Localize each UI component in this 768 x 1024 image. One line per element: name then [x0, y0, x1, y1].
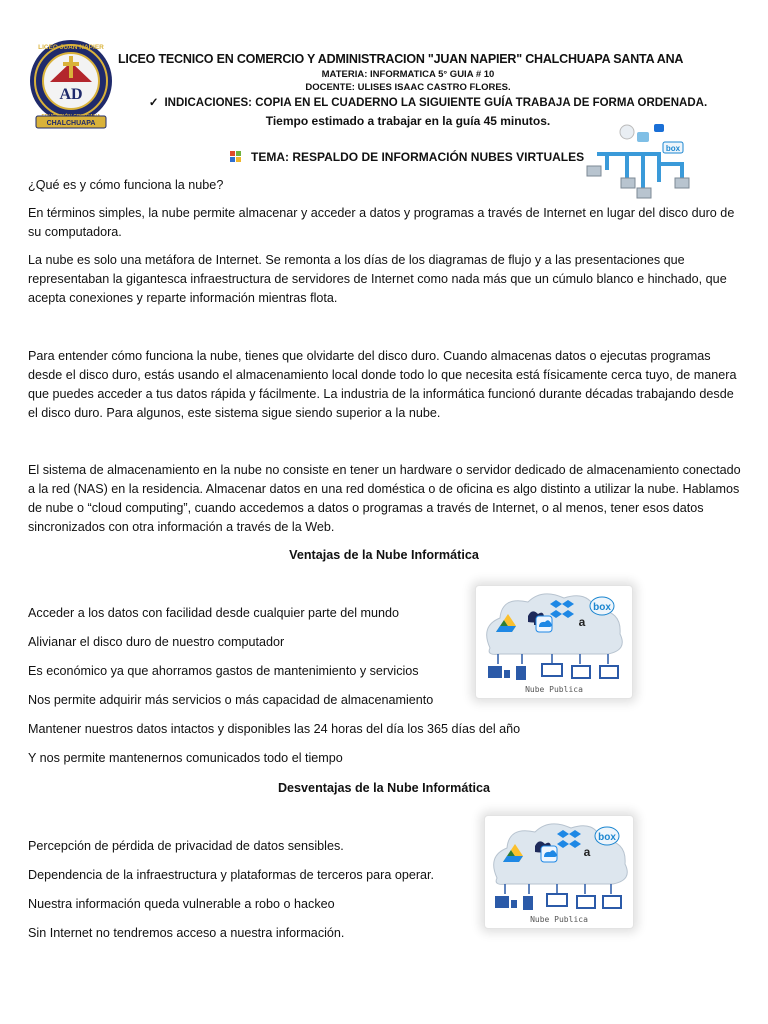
- logo-ring-text: LICEO JUAN NAPIER: [38, 44, 104, 51]
- paragraph-2: La nube es solo una metáfora de Internet. Se remonta a los días de los diagramas de flujo y a las presentaciones que representaban la gigantesca infraestructura de servidores de Internet como nada más que un cúmulo blanco e hinchado, que acepta conexiones y reparte información mientras flota.: [28, 253, 727, 305]
- disadvantages-title: Desventajas de la Nube Informática: [277, 781, 491, 795]
- time-estimate: Tiempo estimado a trabajar en la guía 45 minutos.: [265, 114, 551, 128]
- question-heading: ¿Qué es y cómo funciona la nube?: [28, 178, 224, 192]
- box-logo-text: box: [593, 602, 611, 613]
- disadvantage-item: Nuestra información queda vulnerable a robo o hackeo: [28, 897, 335, 911]
- instructions-line: [118, 95, 738, 109]
- disadvantage-item: Percepción de pérdida de privacidad de datos sensibles.: [28, 839, 344, 853]
- advantages-title: Ventajas de la Nube Informática: [289, 548, 479, 562]
- cloud-caption: Nube Publica: [530, 915, 588, 924]
- box-logo-text: box: [598, 832, 616, 843]
- advantage-item: Alivianar el disco duro de nuestro computador: [28, 635, 285, 649]
- advantage-item: Es económico ya que ahorramos gastos de mantenimiento y servicios: [28, 664, 419, 678]
- school-name: LICEO TECNICO EN COMERCIO Y ADMINISTRACION "JUAN NAPIER" CHALCHUAPA SANTA ANA: [118, 52, 684, 66]
- advantage-item: Y nos permite mantenernos comunicados todo el tiempo: [28, 751, 343, 765]
- amazon-logo-text: a: [583, 845, 591, 859]
- logo-initials: AD: [59, 86, 83, 103]
- public-cloud-illustration: [484, 815, 634, 929]
- public-cloud-illustration: [475, 585, 633, 699]
- disadvantage-item: Dependencia de la infraestructura y plataformas de terceros para operar.: [28, 868, 435, 882]
- box-logo-text: box: [665, 144, 681, 153]
- checkmark-icon: ✓: [148, 97, 159, 109]
- amazon-logo-text: a: [578, 615, 586, 629]
- advantage-item: Mantener nuestros datos intactos y disponibles las 24 horas del día los 365 días del año: [28, 722, 521, 736]
- topic-title: TEMA: RESPALDO DE INFORMACIÓN NUBES VIRTUALES: [251, 150, 585, 164]
- advantage-item: Acceder a los datos con facilidad desde cualquier parte del mundo: [28, 606, 400, 620]
- disadvantage-item: Sin Internet no tendremos acceso a nuestra información.: [28, 926, 345, 940]
- school-logo: [28, 38, 114, 130]
- subject-line: MATERIA: INFORMATICA 5° GUIA # 10: [321, 69, 495, 80]
- advantage-item: Nos permite adquirir más servicios o más capacidad de almacenamiento: [28, 693, 434, 707]
- instructions-text: INDICACIONES: COPIA EN EL CUADERNO LA SIGUIENTE GUÍA TRABAJA DE FORMA ORDENADA.: [164, 97, 708, 109]
- paragraph-3: Para entender cómo funciona la nube, tienes que olvidarte del disco duro. Cuando almacenas datos o ejecutas programas desde el disco duro, estás usando el almacenamiento local donde todo lo que necesita está físicamente cerca tuyo, de manera que puedes acceder a tus datos rápida y fácilmente. La industria de la informática funcionó durante décadas trabajando desde el disco duro. Para algunos, este sistema sigue siendo superior a la nube.: [28, 349, 737, 420]
- logo-banner: CHALCHUAPA: [46, 120, 96, 127]
- topic-line: [230, 148, 584, 166]
- paragraph-1: En términos simples, la nube permite almacenar y acceder a datos y programas a través de Internet en lugar del disco duro de su computadora.: [28, 206, 735, 239]
- teacher-line: DOCENTE: ULISES ISAAC CASTRO FLORES.: [305, 82, 511, 93]
- paragraph-4: El sistema de almacenamiento en la nube no consiste en tener un hardware o servidor dedicado de almacenamiento conectado a la red (NAS) en la residencia. Almacenar datos en una red doméstica o de oficina es algo distinto a utilizar la nube. Hablamos de nube o “cloud computing”, cuando accedemos a datos o programas a través de Internet, o al menos, tener esos datos sincronizados con otra información a través de la Web.: [28, 463, 741, 534]
- windows-style-bullet-icon: [230, 149, 241, 160]
- cloud-caption: Nube Publica: [525, 685, 583, 694]
